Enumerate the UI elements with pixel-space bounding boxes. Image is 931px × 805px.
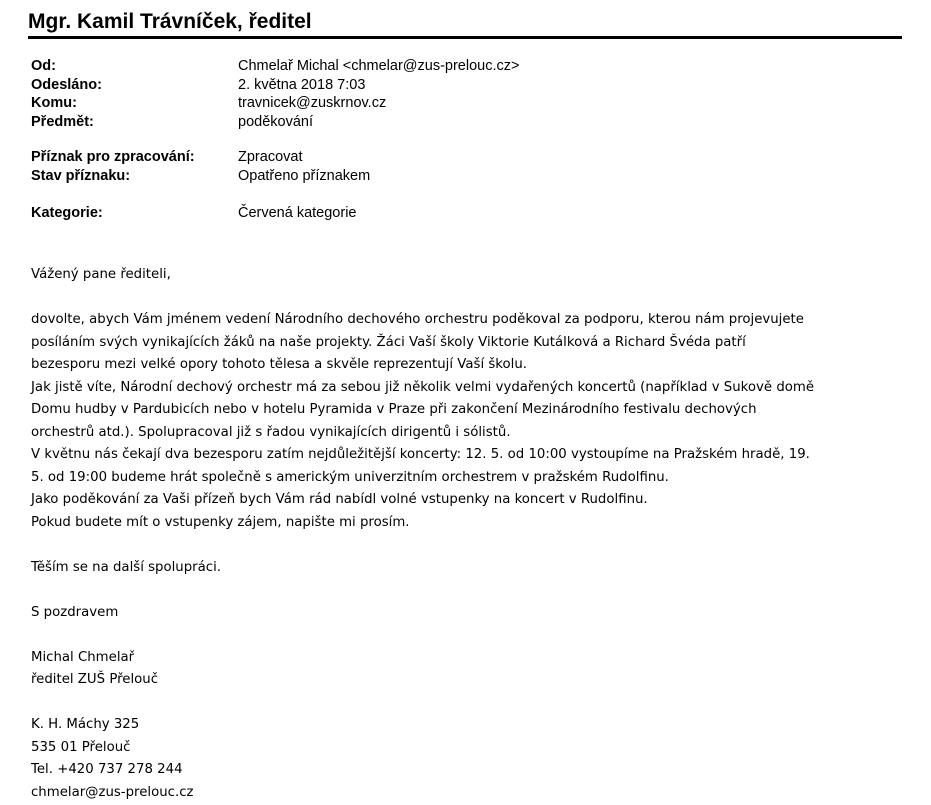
body-line: Jak jistě víte, Národní dechový orchestr má za sebou již několik velmi vydařených koncertů (například v Sukově domě xyxy=(31,379,815,395)
body-line: posíláním svých vynikajících žáků na naše projekty. Žáci Vaší školy Viktorie Kutálková a Richard Švéda patří xyxy=(31,334,746,350)
header-row-sent xyxy=(31,76,519,95)
body-line: bezesporu mezi velké opory tohoto tělesa a skvěle reprezentují Vaší školu. xyxy=(31,357,527,372)
signature-email: chmelar@zus-prelouc.cz xyxy=(31,784,194,800)
address-street: K. H. Máchy 325 xyxy=(31,717,140,732)
greeting: Vážený pane řediteli, xyxy=(31,267,171,282)
email-body xyxy=(31,264,911,804)
header-row-from xyxy=(31,57,519,76)
body-line: Domu hudby v Pardubicích nebo v hotelu Pyramida v Praze při zakončení Mezinárodního festivalu dechových xyxy=(31,402,757,417)
closing-line: Těším se na další spolupráci. xyxy=(31,559,222,575)
email-header xyxy=(31,57,519,223)
body-line: Pokud budete mít o vstupenky zájem, napište mi prosím. xyxy=(31,514,410,530)
body-line: Jako poděkování za Vaši přízeň bych Vám rád nabídl volné vstupenky na koncert v Rudolfinu. xyxy=(31,492,648,507)
body-line: V květnu nás čekají dva bezesporu zatím nejdůležitější koncerty: 12. 5. od 10:00 vystoupíme na Pražském hradě, 19. xyxy=(31,447,810,462)
to-label: Komu: xyxy=(31,95,77,111)
header-row-flag xyxy=(31,148,519,167)
header-row-category xyxy=(31,204,519,223)
from-value: Chmelař Michal <chmelar@zus-prelouc.cz> xyxy=(238,58,520,74)
closing-salutation: S pozdravem xyxy=(31,604,119,620)
body-line: 5. od 19:00 budeme hrát společně s americkým univerzitním orchestrem v pražském Rudolfinu. xyxy=(31,469,669,485)
header-row-flag-status xyxy=(31,167,519,186)
subject-value: poděkování xyxy=(238,113,313,130)
to-value: travnicek@zuskrnov.cz xyxy=(238,95,387,111)
signature-role: ředitel ZUŠ Přelouč xyxy=(31,672,159,687)
flag-status-label: Stav příznaku: xyxy=(31,167,131,184)
subject-label: Předmět: xyxy=(31,113,94,130)
address-city: 535 01 Přelouč xyxy=(31,739,131,755)
title-divider xyxy=(28,36,902,39)
header-row-to xyxy=(31,94,519,113)
flag-label: Příznak pro zpracování: xyxy=(31,149,195,165)
signature-phone: Tel. +420 737 278 244 xyxy=(31,762,183,777)
signature-name: Michal Chmelař xyxy=(31,649,135,665)
from-label: Od: xyxy=(31,58,56,74)
category-label: Kategorie: xyxy=(31,205,103,221)
flag-status-value: Opatřeno příznakem xyxy=(238,167,371,184)
category-value: Červená kategorie xyxy=(238,205,357,221)
body-line: dovolte, abych Vám jménem vedení Národního dechového orchestru poděkoval za podporu, kterou nám projevujete xyxy=(31,312,804,327)
sent-value: 2. května 2018 7:03 xyxy=(238,76,366,93)
flag-value: Zpracovat xyxy=(238,149,303,165)
body-line: orchestrů atd.). Spolupracoval již s řadou vynikajících dirigentů i sólistů. xyxy=(31,424,511,440)
header-row-subject xyxy=(31,113,519,132)
document-title: Mgr. Kamil Trávníček, ředitel xyxy=(28,10,312,33)
sent-label: Odesláno: xyxy=(31,76,102,93)
